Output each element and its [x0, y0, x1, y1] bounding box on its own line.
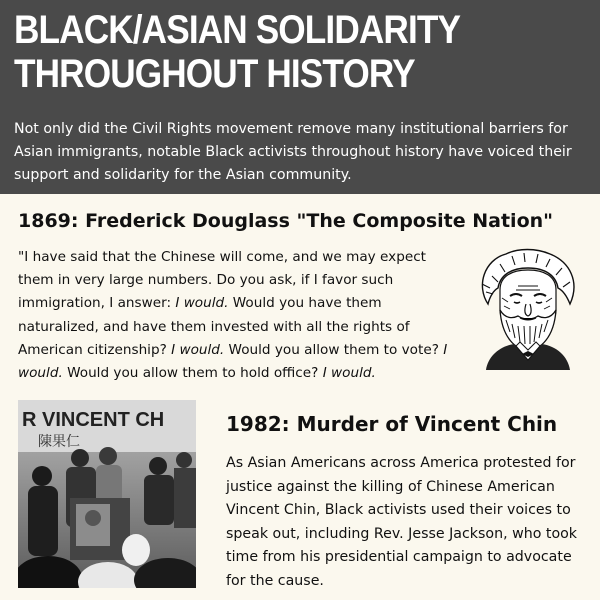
- photo-banner-text: R VINCENT CH: [22, 409, 165, 431]
- quote-emphasis: I would.: [18, 341, 448, 382]
- vincent-chin-heading: 1982: Murder of Vincent Chin: [226, 412, 558, 436]
- title-line-1: BLACK/ASIAN SOLIDARITY: [14, 8, 461, 52]
- intro-text: Not only did the Civil Rights movement remove many institutional barriers for Asian immigrants, notable Black activists throughout history have voiced their support and solidarity for the Asian community.: [14, 121, 572, 183]
- quote-emphasis: I would.: [171, 341, 225, 358]
- vincent-chin-protest-photo: [18, 400, 196, 588]
- quote-segment: Would you allow them to vote?: [224, 341, 444, 358]
- vincent-chin-body: As Asian Americans across America protested for justice against the killing of Chinese American Vincent Chin, Black activists used their voices to speak out, including Rev. Jesse Jackson, who took time from his presidential campaign to advocate for the cause.: [226, 455, 578, 589]
- quote-segment: Would you have them naturalized, and have them invested with all the rights of American citizenship?: [18, 295, 410, 358]
- header-banner: [0, 0, 600, 194]
- quote-emphasis: I would.: [322, 365, 376, 382]
- quote-emphasis: I would.: [175, 295, 229, 312]
- page-title: [14, 8, 524, 96]
- douglass-quote: [18, 246, 460, 385]
- quote-segment: "I have said that the Chinese will come, and we may expect them in very large numbers. Do you ask, if I favor such immigration, I answer:: [18, 249, 426, 312]
- quote-segment: Would you allow them to hold office?: [62, 365, 323, 382]
- title-line-2: THROUGHOUT HISTORY: [14, 52, 415, 96]
- douglass-heading: 1869: Frederick Douglass "The Composite Nation": [18, 210, 554, 232]
- photo-banner-chinese: 陳果仁: [38, 434, 80, 450]
- frederick-douglass-portrait: [466, 246, 590, 370]
- protest-photo-illustration: [18, 400, 196, 588]
